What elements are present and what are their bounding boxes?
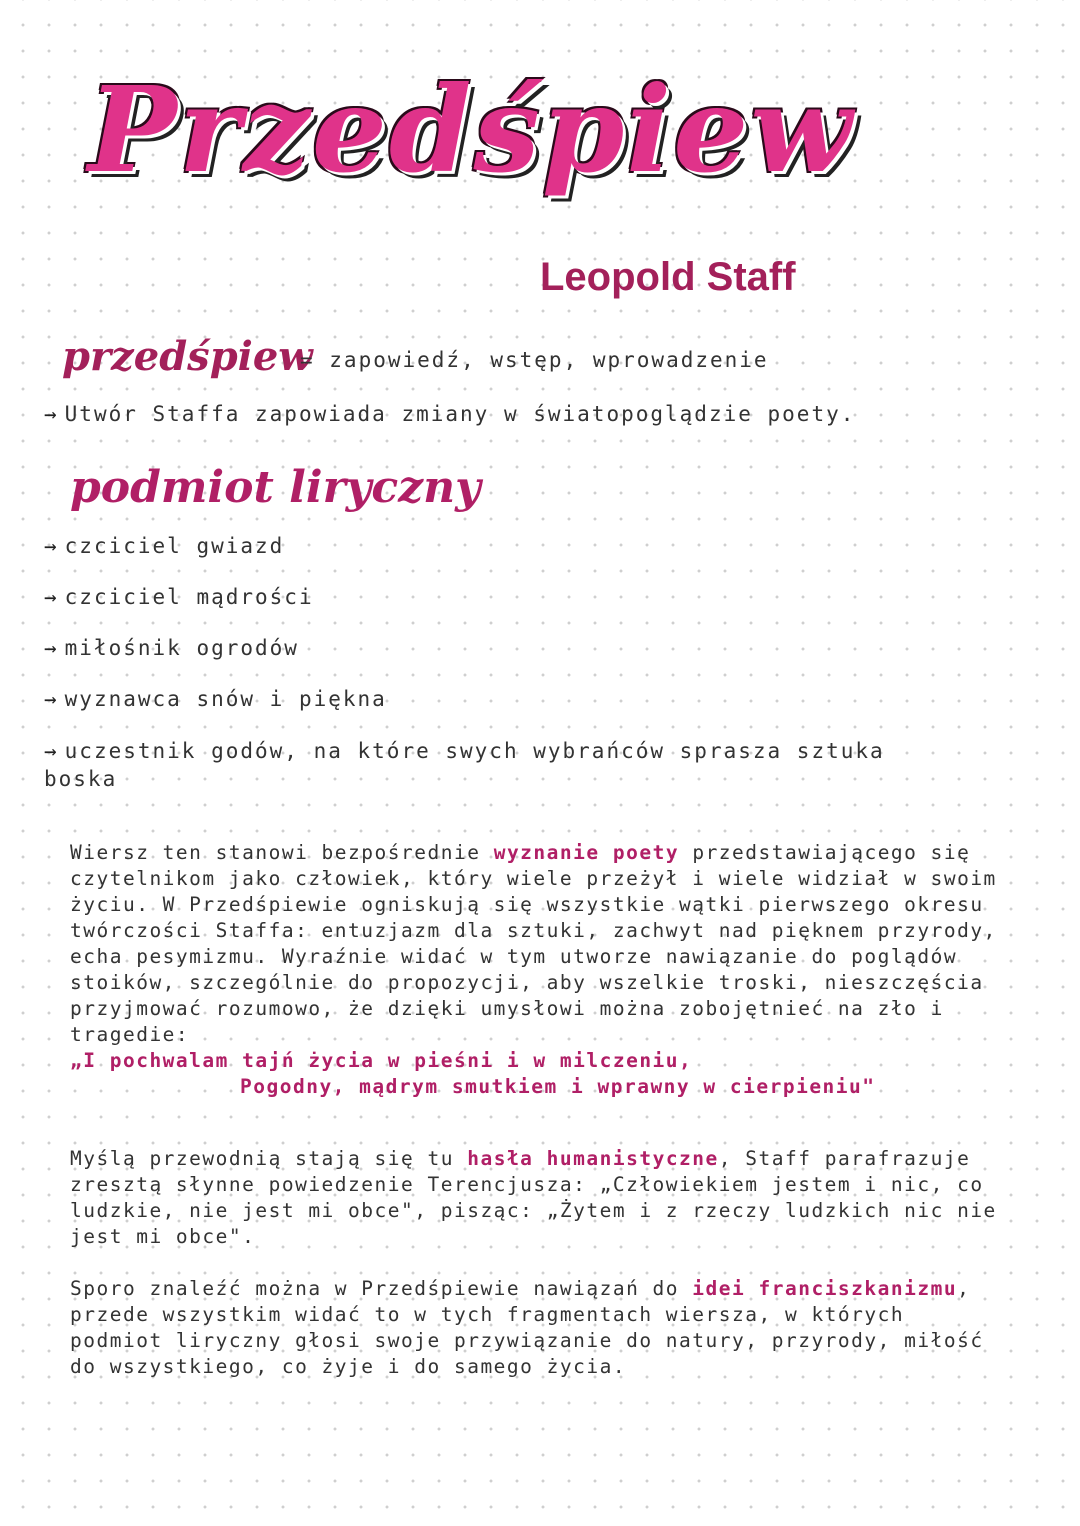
list-item	[44, 687, 387, 711]
section-heading: podmiot liryczny	[70, 462, 481, 513]
page-title: Przedśpiew	[88, 60, 854, 199]
list-item-text: czciciel gwiazd	[64, 534, 285, 558]
arrow-right-icon: →	[44, 585, 59, 609]
paragraph-3	[70, 1276, 1000, 1380]
list-item-text: wyznawca snów i piękna	[64, 687, 387, 711]
arrow-right-icon: →	[44, 636, 59, 660]
arrow-right-icon: →	[44, 402, 59, 426]
definition-text: = zapowiedź, wstęp, wprowadzenie	[300, 348, 769, 372]
list-item	[44, 534, 284, 558]
quote-line: „I pochwalam tajń życia w pieśni i w milczeniu,	[70, 1049, 693, 1072]
arrow-right-icon: →	[44, 687, 59, 711]
arrow-right-icon: →	[44, 739, 59, 763]
highlight-text: wyznanie poety	[493, 841, 680, 864]
paragraph-2	[70, 1146, 1000, 1250]
paragraph-text: , przede wszystkim widać to w tych fragmentach wiersza, w których podmiot liryczny głosi swoje przywiązanie do natury, przyrody, miłość do wszystkiego, co żyje i do samego życia.	[70, 1277, 984, 1378]
highlight-text: hasła humanistyczne	[467, 1147, 719, 1170]
quote-line: Pogodny, mądrym smutkiem i wprawny w cierpieniu"	[240, 1075, 876, 1098]
paragraph-text: Sporo znaleźć można w Przedśpiewie nawiązań do	[70, 1277, 680, 1300]
paragraph-text: Myślą przewodnią stają się tu	[70, 1147, 454, 1170]
intro-text: Utwór Staffa zapowiada zmiany w światopoglądzie poety.	[64, 402, 856, 426]
definition-term: przedśpiew	[62, 333, 313, 380]
list-item	[44, 636, 299, 660]
list-item	[44, 737, 924, 793]
arrow-right-icon: →	[44, 534, 59, 558]
paragraph-text: przedstawiającego się czytelnikom jako człowiek, który wiele przeżył i wiele widział w swoim życiu. W Przedśpiewie ogniskują się wszystkie wątki pierwszego okresu twórczości Staffa: entuzjazm dla sztuki, zachwyt nad pięknem przyrody, echa pesymizmu. Wyraźnie widać w tym utworze nawiązanie do poglądów stoików, szczególnie do propozycji, aby wszelkie troski, nieszczęścia przyjmować rozumowo, że dzięki umysłowi można zobojętnieć na zło i tragedie:	[70, 841, 997, 1046]
paragraph-text: Wiersz ten stanowi bezpośrednie	[70, 841, 481, 864]
author-name: Leopold Staff	[540, 255, 796, 299]
list-item-text: miłośnik ogrodów	[64, 636, 299, 660]
highlight-text: idei franciszkanizmu	[692, 1277, 958, 1300]
intro-line	[44, 402, 855, 426]
list-item	[44, 585, 314, 609]
list-item-text: uczestnik godów, na które swych wybrańców sprasza sztuka boska	[44, 739, 885, 791]
paragraph-1	[70, 840, 1000, 1100]
list-item-text: czciciel mądrości	[64, 585, 314, 609]
paragraph-text: , Staff parafrazuje zresztą słynne powiedzenie Terencjusza: „Człowiekiem jestem i nic, co ludzkie, nie jest mi obce", pisząc: „Żytem i z rzeczy ludzkich nic nie jest mi obce".	[70, 1147, 997, 1248]
